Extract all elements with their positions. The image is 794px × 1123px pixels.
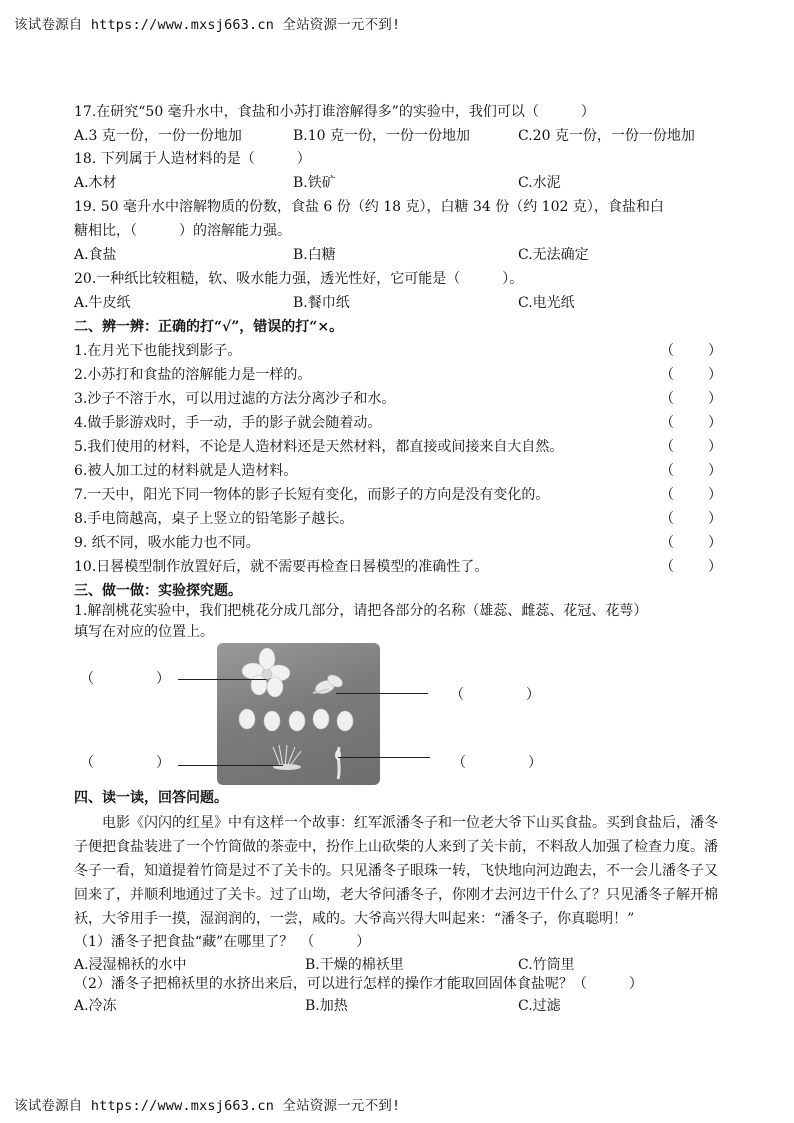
experiment-q1-line2: 填写在对应的位置上。 [74, 624, 214, 640]
question-17-option-a[interactable]: A.3 克一份，一份一份地加 [74, 128, 242, 144]
question-18-option-a[interactable]: A.木材 [74, 175, 117, 191]
answer-bracket[interactable]: （ ） [660, 463, 722, 479]
answer-blank-bottom-left[interactable]: （ ） [80, 755, 170, 771]
answer-bracket[interactable]: （ ） [660, 415, 722, 431]
question-19-option-b[interactable]: B.白糖 [293, 247, 336, 263]
reading-q2-option-c[interactable]: C.过滤 [518, 998, 561, 1014]
reading-q1-option-c[interactable]: C.竹筒里 [518, 957, 575, 973]
leader-line [178, 679, 266, 680]
section-experiment-title: 三、做一做：实验探究题。 [74, 583, 242, 599]
judge-item: 1.在月光下也能找到影子。 [74, 343, 242, 359]
question-19-stem-line2: 糖相比，（ ）的溶解能力强。 [74, 223, 291, 239]
reading-q1-stem: （1）潘冬子把食盐“藏”在哪里了？ （ ） [74, 934, 371, 950]
answer-bracket[interactable]: （ ） [660, 559, 722, 575]
answer-blank-top-left[interactable]: （ ） [80, 671, 170, 687]
reading-q2-option-b[interactable]: B.加热 [305, 998, 348, 1014]
whole-flower-icon [242, 648, 290, 697]
question-19-stem-line1: 19. 50 毫升水中溶解物质的份数，食盐 6 份（约 18 克），白糖 34 份（约 102 克），食盐和白 [74, 199, 664, 215]
peach-flower-dissection-photo [217, 643, 380, 785]
stamens-icon [273, 745, 301, 770]
answer-bracket[interactable]: （ ） [660, 439, 722, 455]
question-18-stem: 18. 下列属于人造材料的是（ ） [74, 151, 311, 167]
question-19-option-a[interactable]: A.食盐 [74, 247, 117, 263]
section-reading-title: 四、读一读，回答问题。 [74, 790, 228, 806]
judge-item: 5.我们使用的材料，不论是人造材料还是天然材料，都直接或间接来自大自然。 [74, 439, 564, 455]
question-17-option-b[interactable]: B.10 克一份，一份一份地加 [293, 128, 471, 144]
judge-item: 7.一天中，阳光下同一物体的影子长短有变化，而影子的方向是没有变化的。 [74, 487, 550, 503]
reading-q1-option-b[interactable]: B.干燥的棉袄里 [305, 957, 404, 973]
answer-bracket[interactable]: （ ） [660, 511, 722, 527]
question-20-option-b[interactable]: B.餐巾纸 [293, 295, 350, 311]
judge-item: 2.小苏打和食盐的溶解能力是一样的。 [74, 367, 312, 383]
question-18-option-c[interactable]: C.水泥 [518, 175, 561, 191]
answer-bracket[interactable]: （ ） [660, 367, 722, 383]
answer-blank-bottom-right[interactable]: （ ） [452, 755, 542, 771]
reading-q1-option-a[interactable]: A.浸湿棉袄的水中 [74, 957, 187, 973]
reading-q2-stem: （2）潘冬子把棉袄里的水挤出来后，可以进行怎样的操作才能取回固体食盐呢？（ ） [74, 976, 643, 992]
judge-item: 6.被人加工过的材料就是人造材料。 [74, 463, 298, 479]
question-20-option-a[interactable]: A.牛皮纸 [74, 295, 131, 311]
answer-bracket[interactable]: （ ） [660, 343, 722, 359]
judge-item: 9. 纸不同，吸水能力也不同。 [74, 535, 260, 551]
reading-q2-option-a[interactable]: A.冷冻 [74, 998, 117, 1014]
question-20-option-c[interactable]: C.电光纸 [518, 295, 575, 311]
question-17-stem: 17.在研究“50 毫升水中，食盐和小苏打谁溶解得多”的实验中，我们可以（ ） [74, 104, 595, 120]
leader-line [178, 765, 283, 766]
leader-line [338, 757, 430, 758]
question-17-option-c[interactable]: C.20 克一份，一份一份地加 [518, 128, 695, 144]
answer-bracket[interactable]: （ ） [660, 391, 722, 407]
pistil-icon [335, 747, 341, 779]
page-footer-watermark: 该试卷源自 https://www.mxsj663.cn 全站资源一元不到! [14, 1098, 401, 1114]
judge-item: 3.沙子不溶于水，可以用过滤的方法分离沙子和水。 [74, 391, 396, 407]
section-judge-title: 二、辨一辨：正确的打“√”，错误的打“×。 [74, 319, 344, 335]
question-20-stem: 20.一种纸比较粗糙，软、吸水能力强，透光性好，它可能是（ ）。 [74, 271, 524, 287]
judge-item: 4.做手影游戏时，手一动，手的影子就会随着动。 [74, 415, 382, 431]
judge-item: 10.日晷模型制作放置好后，就不需要再检查日晷模型的准确性了。 [74, 559, 489, 575]
judge-item: 8.手电筒越高，桌子上竖立的铅笔影子越长。 [74, 511, 354, 527]
petals-row-icon [239, 709, 353, 731]
leader-line [336, 693, 428, 694]
answer-bracket[interactable]: （ ） [660, 535, 722, 551]
answer-blank-top-right[interactable]: （ ） [450, 687, 540, 703]
answer-bracket[interactable]: （ ） [660, 487, 722, 503]
question-19-option-c[interactable]: C.无法确定 [518, 247, 589, 263]
question-18-option-b[interactable]: B.铁矿 [293, 175, 336, 191]
page-header-watermark: 该试卷源自 https://www.mxsj663.cn 全站资源一元不到! [14, 17, 401, 33]
reading-passage: 电影《闪闪的红星》中有这样一个故事：红军派潘冬子和一位老大爷下山买食盐。买到食盐后，潘冬子便把食盐装进了一个竹筒做的茶壶中，扮作上山砍柴的人来到了关卡前，不料敌人加强了检查力度。潘冬子一看，知道提着竹筒是过不了关卡的。只见潘冬子眼珠一转，飞快地向河边跑去，不一会儿潘冬子又回来了，并顺利地通过了关卡。过了山坳，老大爷问潘冬子，你刚才去河边干什么了？只见潘冬子解开棉袄，大爷用手一摸，湿润润的，一尝，咸的。大爷高兴得大叫起来：“潘冬子，你真聪明！” [74, 815, 718, 927]
experiment-q1-line1: 1.解剖桃花实验中，我们把桃花分成几部分，请把各部分的名称（雄蕊、雌蕊、花冠、花萼） [74, 603, 648, 619]
flower-parts-drawing [217, 643, 380, 785]
